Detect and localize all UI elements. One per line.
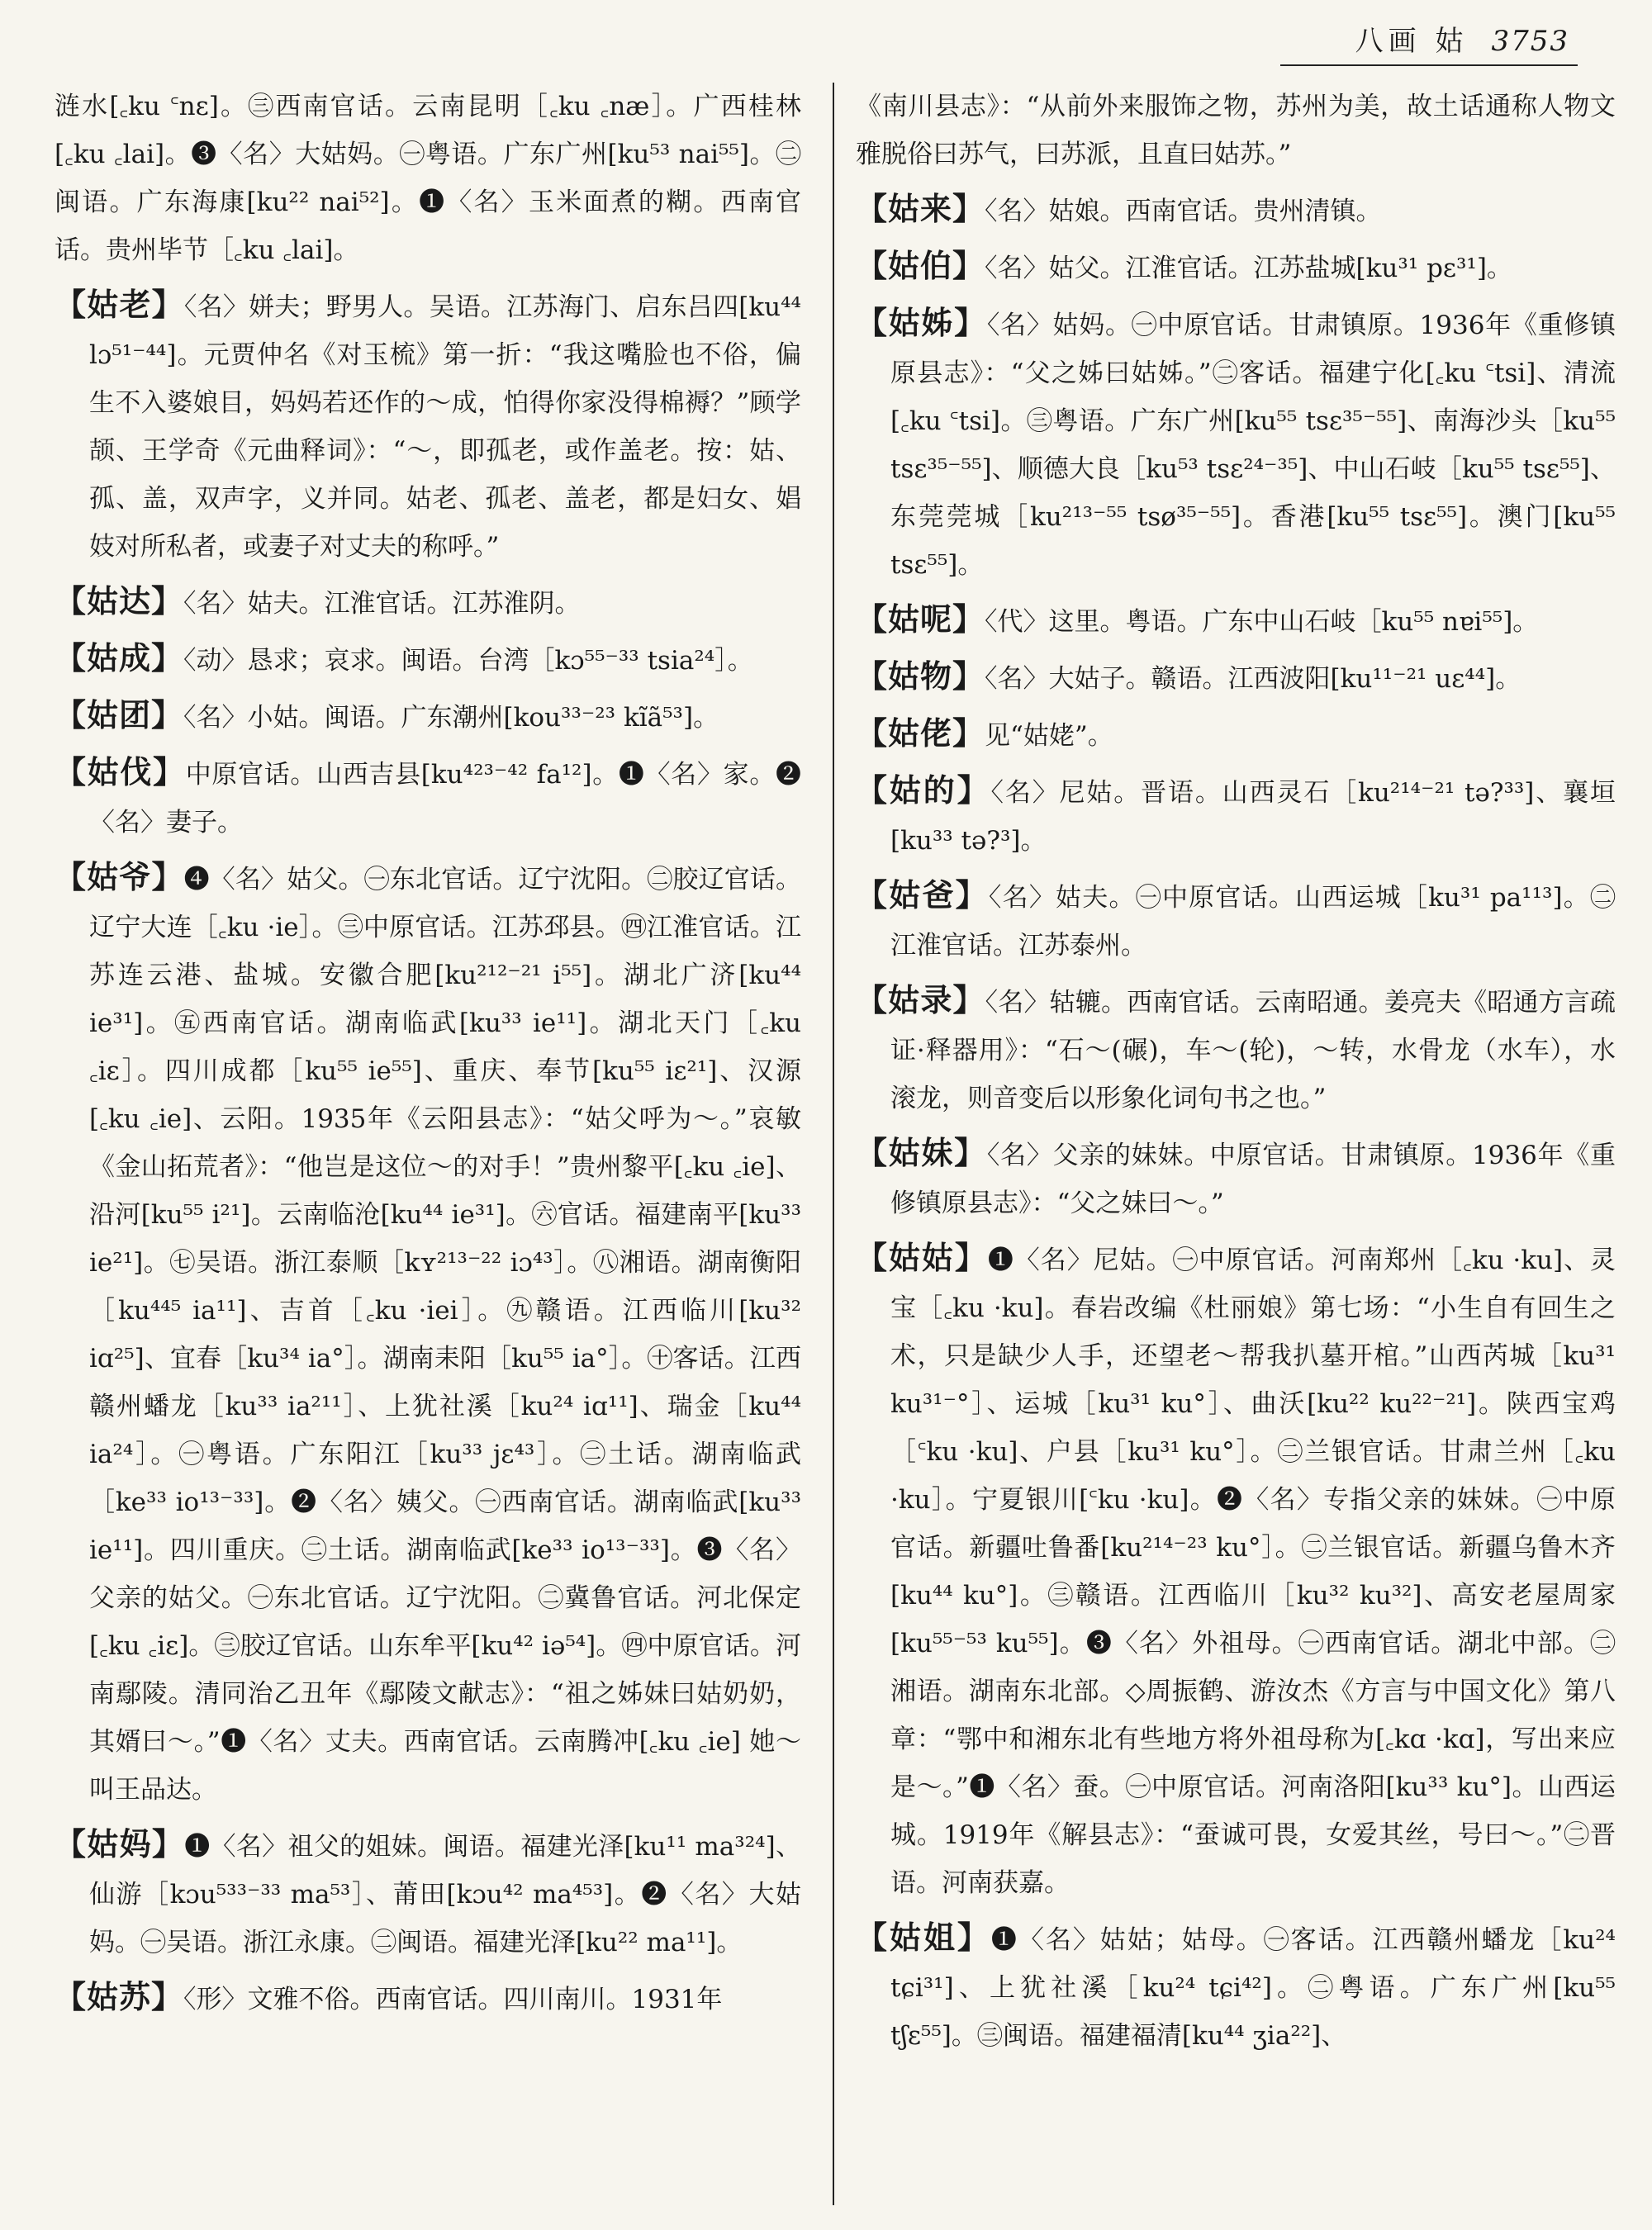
header-rule — [1280, 64, 1578, 66]
headword: 【姑妈】 — [55, 1825, 185, 1862]
entry-text: 涟水[꜀ku ꜂nɛ]。㊂西南官话。云南昆明［꜀ku ꜀næ］。广西桂林[꜀ku ꜀lai]。❸〈名〉大姑妈。㊀粤语。广东广州[ku⁵³ nai⁵⁵]。㊁闽语。广东海康[ku²² nai⁵²]。❶〈名〉玉米面煮的糊。西南官话。贵州毕节［꜀ku ꜀lai]。 — [55, 92, 801, 265]
dictionary-entry — [856, 242, 1616, 292]
dictionary-entry — [856, 709, 1616, 760]
headword: 【姑来】 — [856, 190, 985, 227]
headword: 【姑妹】 — [856, 1134, 987, 1171]
dictionary-entry — [856, 1234, 1616, 1907]
headword: 【姑姊】 — [856, 304, 987, 341]
headword: 【姑佬】 — [856, 714, 985, 752]
dictionary-entry — [55, 1973, 801, 2024]
page-number: 3753 — [1491, 25, 1569, 58]
entry-text: 〈名〉大姑子。赣语。江西波阳[ku¹¹⁻²¹ uɛ⁴⁴]。 — [985, 664, 1521, 694]
section-title: 八画 姑 — [1355, 25, 1469, 58]
headword: 【姑物】 — [856, 657, 985, 695]
headword: 【姑伯】 — [856, 247, 985, 284]
entry-text: ❶〈名〉祖父的姐妹。闽语。福建光泽[ku¹¹ ma³²⁴]、仙游［kɔu⁵³³⁻³³ ma⁵³］、莆田[kɔu⁴² ma⁴⁵³]。❷〈名〉大姑妈。㊀吴语。浙江永康。㊁闽语。福建光泽[ku²² ma¹¹]。 — [89, 1832, 801, 1957]
entry-text: 〈名〉姑父。江淮官话。江苏盐城[ku³¹ pɛ³¹]。 — [985, 254, 1512, 283]
dictionary-entry — [55, 748, 801, 847]
dictionary-entry — [856, 976, 1616, 1122]
entry-text: ❹〈名〉姑父。㊀东北官话。辽宁沈阳。㊁胶辽官话。辽宁大连［꜀ku ·ie］。㊂中原官话。江苏邳县。㊃江淮官话。江苏连云港、盐城。安徽合肥[ku²¹²⁻²¹ i⁵⁵]。湖北广济[ku⁴⁴ ie³¹]。㊄西南官话。湖南临武[ku³³ ie¹¹]。湖北天门［꜀ku ꜀iɛ］。四川成都［ku⁵⁵ ie⁵⁵]、重庆、奉节[ku⁵⁵ iɛ²¹]、汉源[꜀ku ꜀ie]、云阳。1935年《云阳县志》：“姑父呼为～。”哀敏《金山拓荒者》：“他岂是这位～的对手！”贵州黎平[꜀ku ꜀ie]、沿河[ku⁵⁵ i²¹]。云南临沧[ku⁴⁴ ie³¹]。㊅官话。福建南平[ku³³ ie²¹]。㊆吴语。浙江泰顺［kʏ²¹³⁻²² iɔ⁴³］。㊇湘语。湖南衡阳［ku⁴⁴⁵ ia¹¹]、吉首［꜀ku ·iei］。㊈赣语。江西临川[ku³² iɑ²⁵]、宜春［ku³⁴ ia°］。湖南耒阳［ku⁵⁵ ia°］。㊉客话。江西赣州蟠龙［ku³³ ia²¹¹］、上犹社溪［ku²⁴ iɑ¹¹]、瑞金［ku⁴⁴ ia²⁴］。㊀粤语。广东阳江［ku³³ jɛ⁴³］。㊁土话。湖南临武［ke³³ io¹³⁻³³]。❷〈名〉姨父。㊀西南官话。湖南临武[ku³³ ie¹¹]。四川重庆。㊁土话。湖南临武[ke³³ io¹³⁻³³]。❸〈名〉父亲的姑父。㊀东北官话。辽宁沈阳。㊁冀鲁官话。河北保定[꜀ku ꜀iɛ]。㊂胶辽官话。山东牟平[ku⁴² iə⁵⁴]。㊃中原官话。河南鄢陵。清同治乙丑年《鄢陵文献志》：“祖之姊妹曰姑奶奶，其婿曰～。”❶〈名〉丈夫。西南官话。云南腾冲[꜀ku ꜀ie] 她～叫王品达。 — [89, 865, 801, 1805]
headword: 【姑达】 — [55, 582, 184, 619]
entry-text: 〈代〉这里。粤语。广东中山石岐［ku⁵⁵ nɐi⁵⁵]。 — [985, 607, 1539, 637]
entry-text: 〈动〉恳求；哀求。闽语。台湾［kɔ⁵⁵⁻³³ tsia²⁴］。 — [183, 646, 753, 676]
dictionary-entry — [856, 595, 1616, 646]
entry-continuation — [55, 83, 801, 274]
headword: 【姑爸】 — [856, 876, 989, 913]
dictionary-entry — [55, 853, 801, 1814]
headword: 【姑录】 — [856, 981, 985, 1018]
dictionary-entry — [856, 185, 1616, 235]
entry-text: 中原官话。山西吉县[ku⁴²³⁻⁴² fa¹²]。❶〈名〉家。❷〈名〉妻子。 — [89, 760, 801, 837]
headword: 【姑爷】 — [55, 858, 184, 895]
dictionary-entry — [856, 1129, 1616, 1227]
headword: 【姑姐】 — [856, 1919, 991, 1956]
right-column — [856, 83, 1616, 2213]
entry-text: 〈名〉小姑。闽语。广东潮州[kou³³⁻²³ kĩã⁵³]。 — [183, 703, 719, 733]
headword: 【姑成】 — [55, 639, 184, 676]
entry-text: ❶〈名〉姑姑；姑母。㊀客话。江西赣州蟠龙［ku²⁴ tɕi³¹]、上犹社溪［ku²⁴ tɕi⁴²]。㊁粤语。广东广州[ku⁵⁵ tʃɛ⁵⁵]。㊂闽语。福建福清[ku⁴⁴ ʒia²²]、 — [890, 1925, 1616, 2051]
entry-text: 〈名〉轱辘。西南官话。云南昭通。姜亮夫《昭通方言疏证·释器用》：“石～(碾)，车～(轮)，～转，水骨龙（水车），水滚龙，则音变后以形象化词句书之也。” — [890, 988, 1616, 1113]
entry-text: ❶〈名〉尼姑。㊀中原官话。河南郑州［꜀ku ·ku]、灵宝［꜀ku ·ku]。春岩改编《杜丽娘》第七场：“小生自有回生之术，只是缺少人手，还望老～帮我扒墓开棺。”山西芮城［ku³¹ ku³¹⁻°］、运城［ku³¹ ku°］、曲沃[ku²² ku²²⁻²¹]。陕西宝鸡［꜂ku ·ku]、户县［ku³¹ ku°］。㊁兰银官话。甘肃兰州［꜀ku ·ku］。宁夏银川[꜂ku ·ku]。❷〈名〉专指父亲的妹妹。㊀中原官话。新疆吐鲁番[ku²¹⁴⁻²³ ku°］。㊁兰银官话。新疆乌鲁木齐[ku⁴⁴ ku°]。㊂赣语。江西临川［ku³² ku³²]、高安老屋周家[ku⁵⁵⁻⁵³ ku⁵⁵]。❸〈名〉外祖母。㊀西南官话。湖北中部。㊁湘语。湖南东北部。◇周振鹤、游汝杰《方言与中国文化》第八章：“鄂中和湘东北有些地方将外祖母称为[꜀kɑ ·kɑ]，写出来应是～。”❶〈名〉蚕。㊀中原官话。河南洛阳[ku³³ ku°]。山西运城。1919年《解县志》：“蚕诚可畏，女爱其丝，号曰～。”㊁晋语。河南获嘉。 — [890, 1245, 1616, 1898]
entry-text: 见“姑姥”。 — [985, 721, 1113, 751]
running-head — [1355, 18, 1569, 59]
dictionary-entry — [55, 281, 801, 571]
headword: 【姑呢】 — [856, 600, 985, 638]
dictionary-entry — [856, 652, 1616, 703]
entry-continuation — [856, 83, 1616, 178]
entry-text: 〈名〉姑夫。㊀中原官话。山西运城［ku³¹ pa¹¹³]。㊁江淮官话。江苏泰州。 — [890, 883, 1616, 961]
entry-text: 《南川县志》：“从前外来服饰之物，苏州为美，故土话通称人物文雅脱俗曰苏气，曰苏派，且直曰姑苏。” — [856, 92, 1616, 169]
entry-text: 〈名〉姑娘。西南官话。贵州清镇。 — [985, 197, 1382, 226]
headword: 【姑苏】 — [55, 1978, 184, 2015]
headword: 【姑老】 — [55, 286, 184, 323]
dictionary-entry — [55, 577, 801, 628]
dictionary-entry — [856, 299, 1616, 589]
entry-text: 〈名〉父亲的妹妹。中原官话。甘肃镇原。1936年《重修镇原县志》：“父之妹曰～。” — [890, 1141, 1616, 1218]
entry-text: 〈名〉姑夫。江淮官话。江苏淮阴。 — [183, 589, 581, 619]
entry-text: 〈形〉文雅不俗。西南官话。四川南川。1931年 — [183, 1985, 723, 2014]
dictionary-entry — [55, 691, 801, 742]
headword: 【姑的】 — [856, 771, 991, 809]
entry-text: 〈名〉姘夫；野男人。吴语。江苏海门、启东吕四[ku⁴⁴ lɔ⁵¹⁻⁴⁴]。元贾仲名《对玉梳》第一折：“我这嘴脸也不俗，偏生不入婆娘目，妈妈若还作的～成，怕得你家没得棉褥？”顾学颉、王学奇《元曲释词》：“～，即孤老，或作盖老。按：姑、孤、盖，双声字，义并同。姑老、孤老、盖老，都是妇女、娼妓对所私者，或妻子对丈夫的称呼。” — [89, 292, 801, 562]
headword: 【姑姑】 — [856, 1239, 988, 1276]
dictionary-entry — [856, 871, 1616, 970]
dictionary-entry — [856, 1914, 1616, 2060]
headword: 【姑团】 — [55, 696, 184, 733]
headword: 【姑伐】 — [55, 753, 186, 790]
left-column — [55, 83, 801, 2213]
dictionary-entry — [55, 634, 801, 685]
dictionary-entry — [55, 1820, 801, 1967]
entry-text: 〈名〉尼姑。晋语。山西灵石［ku²¹⁴⁻²¹ tə?³³]、襄垣[ku³³ tə?³]。 — [890, 778, 1616, 856]
entry-text: 〈名〉姑妈。㊀中原官话。甘肃镇原。1936年《重修镇原县志》：“父之姊曰姑姊。”㊁客话。福建宁化[꜀ku ꜂tsi]、清流[꜀ku ꜂tsi]。㊂粤语。广东广州[ku⁵⁵ tsɛ³⁵⁻⁵⁵]、南海沙头［ku⁵⁵ tsɛ³⁵⁻⁵⁵]、顺德大良［ku⁵³ tsɛ²⁴⁻³⁵]、中山石岐［ku⁵⁵ tsɛ⁵⁵]、东莞莞城［ku²¹³⁻⁵⁵ tsø³⁵⁻⁵⁵]。香港[ku⁵⁵ tsɛ⁵⁵]。澳门[ku⁵⁵ tsɛ⁵⁵]。 — [890, 311, 1616, 580]
column-divider — [833, 83, 834, 2205]
dictionary-entry — [856, 766, 1616, 865]
